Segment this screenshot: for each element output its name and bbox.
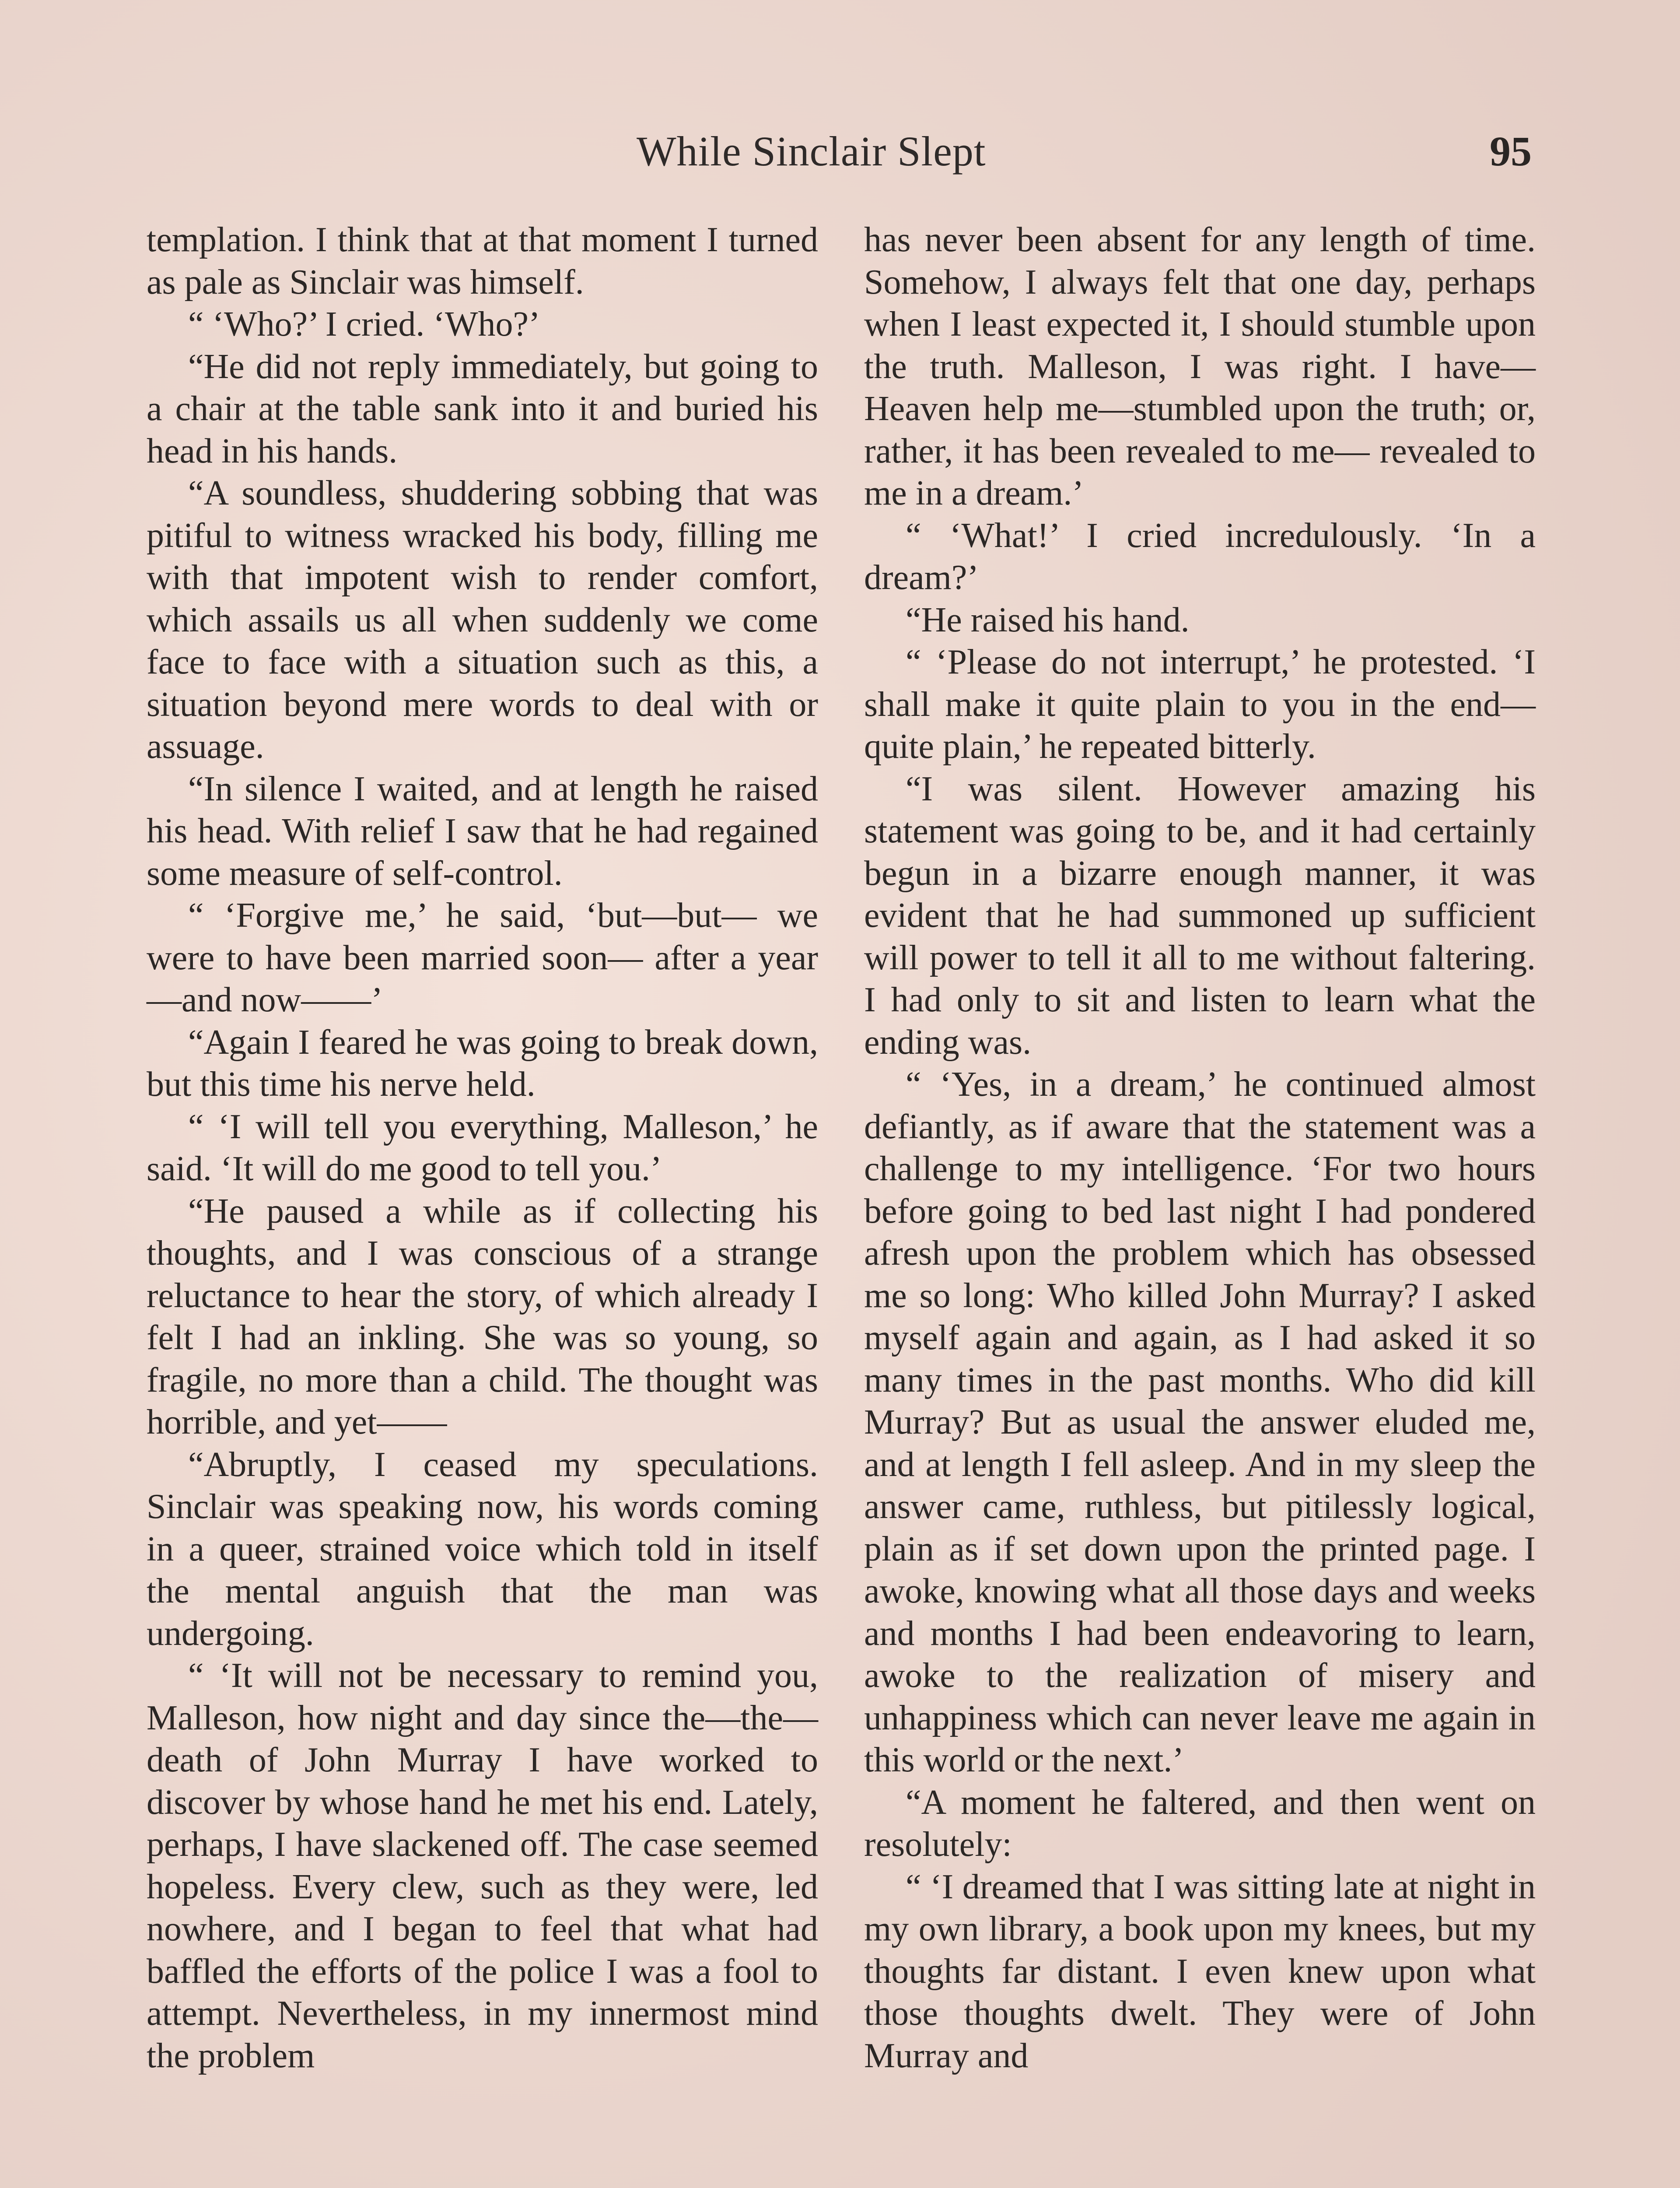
paragraph: “ ‘What!’ I cried incredulously. ‘In a dream?’ [864, 516, 1536, 597]
paragraph: “ ‘Who?’ I cried. ‘Who?’ [188, 305, 540, 344]
paragraph: “In silence I waited, and at length he raised his head. With relief I saw that he had regained some measure of self-control. [147, 769, 818, 893]
paragraph: “ ‘I dreamed that I was sitting late at night in my own library, a book upon my knees, but my thoughts far distant. I even knew upon what those thoughts dwelt. They were of John Murray and [864, 1867, 1536, 2075]
paragraph: templation. I think that at that moment I turned as pale as Sinclair was himself. [147, 221, 818, 302]
paragraph: “He paused a while as if collecting his thoughts, and I was conscious of a strange reluctance to hear the story, of which already I felt I had an inkling. She was so young, so fragile, no more than a child. The thought was horrible, and yet—— [147, 1192, 818, 1441]
paragraph: “He raised his hand. [906, 600, 1190, 639]
right-column [864, 219, 1536, 2077]
paragraph: “ ‘I will tell you everything, Malleson,’ he said. ‘It will do me good to tell you.’ [147, 1107, 818, 1188]
paragraph: “Again I feared he was going to break down, but this time his nerve held. [147, 1023, 818, 1104]
page-header [0, 127, 1680, 193]
paragraph: “I was silent. However amazing his statement was going to be, and it had certainly begun in a bizarre enough manner, it was evident that he had summoned up sufficient will power to tell it all to me without faltering. I had only to sit and listen to learn what the ending was. [864, 769, 1536, 1062]
paragraph: has never been absent for any length of time. Somehow, I always felt that one day, perhaps when I least expected it, I should stumble upon the truth. Malleson, I was right. I have—Heaven help me—stumbled upon the truth; or, rather, it has been revealed to me— revealed to me in a dream.’ [864, 221, 1536, 512]
paragraph: “ ‘It will not be necessary to remind you, Malleson, how night and day since the—the—death of John Murray I have worked to discover by whose hand he met his end. Lately, perhaps, I have slackened off. The case seemed hopeless. Every clew, such as they were, led nowhere, and I began to feel that what had baffled the efforts of the police I was a fool to attempt. Nevertheless, in my innermost mind the problem [147, 1656, 818, 2075]
paragraph: “ ‘Forgive me,’ he said, ‘but—but— we were to have been married soon— after a year—and now——’ [147, 896, 818, 1019]
page-number: 95 [1490, 128, 1532, 175]
paragraph: “He did not reply immediately, but going to a chair at the table sank into it and buried his head in his hands. [147, 347, 818, 470]
left-column [147, 219, 818, 2077]
paragraph: “ ‘Please do not interrupt,’ he protested. ‘I shall make it quite plain to you in the end—quite plain,’ he repeated bitterly. [864, 643, 1536, 766]
running-title: While Sinclair Slept [637, 128, 986, 175]
paragraph: “A soundless, shuddering sobbing that was pitiful to witness wracked his body, filling me with that impotent wish to render comfort, which assails us all when suddenly we come face to face with a situation such as this, a situation beyond mere words to deal with or assuage. [147, 474, 818, 766]
paragraph: “Abruptly, I ceased my speculations. Sinclair was speaking now, his words coming in a queer, strained voice which told in itself the mental anguish that the man was undergoing. [147, 1445, 818, 1653]
paragraph: “ ‘Yes, in a dream,’ he continued almost defiantly, as if aware that the statement was a challenge to my intelligence. ‘For two hours before going to bed last night I had pondered afresh upon the problem which has obsessed me so long: Who killed John Murray? I asked myself again and again, as I had asked it so many times in the past months. Who did kill Murray? But as usual the answer eluded me, and at length I fell asleep. And in my sleep the answer came, ruthless, but pitilessly logical, plain as if set down upon the printed page. I awoke, knowing what all those days and weeks and months I had been endeavoring to learn, awoke to the realization of misery and unhappiness which can never leave me again in this world or the next.’ [864, 1065, 1536, 1779]
paragraph: “A moment he faltered, and then went on resolutely: [864, 1783, 1536, 1864]
